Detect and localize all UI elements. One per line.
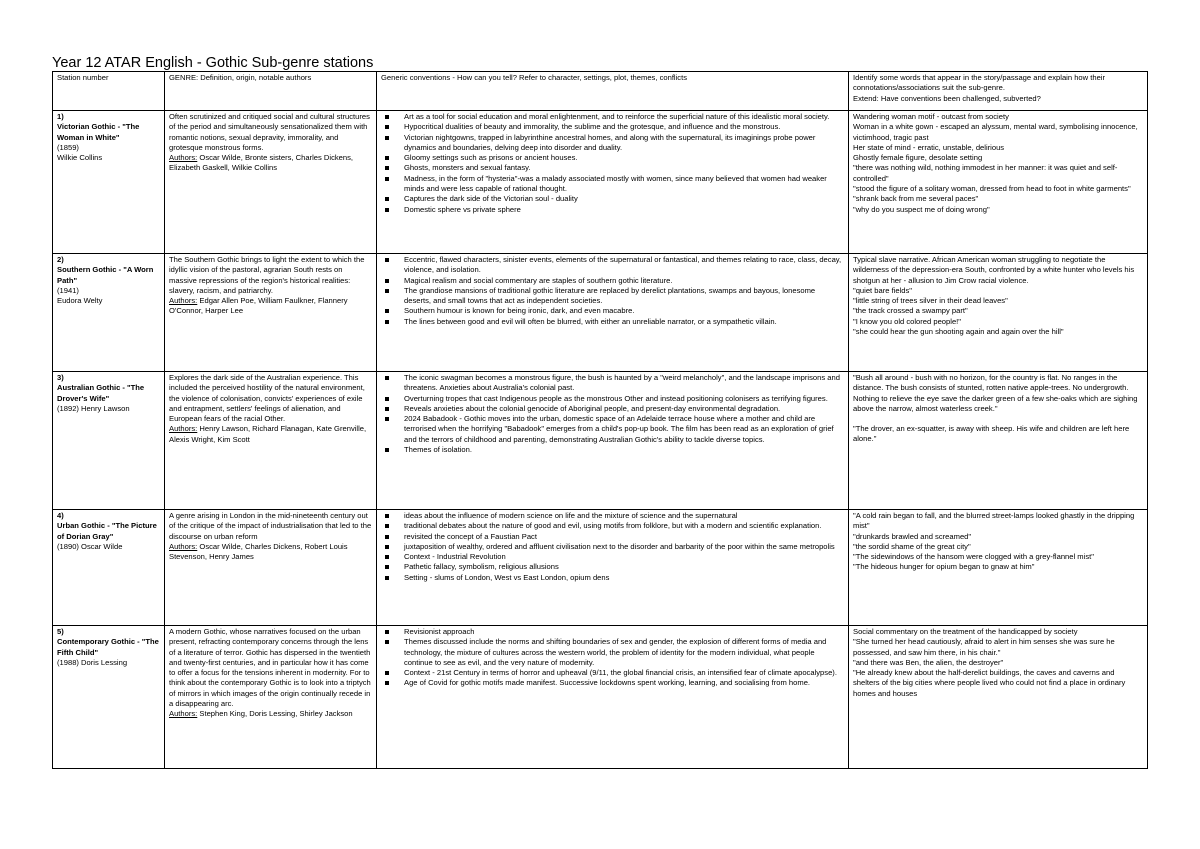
station-name: Contemporary Gothic - "The Fifth Child" xyxy=(57,637,159,657)
list-item: Reveals anxieties about the colonial genocide of Aboriginal people, and present-day environmental degradation. xyxy=(381,404,844,414)
conventions-cell xyxy=(377,626,849,769)
table-row xyxy=(53,510,1148,626)
genre-cell xyxy=(165,626,377,769)
list-item: Domestic sphere vs private sphere xyxy=(381,205,844,215)
list-item: Southern humour is known for being ironic, dark, and even macabre. xyxy=(381,306,844,316)
gothic-stations-table xyxy=(52,71,1148,769)
word-line: "Bush all around - bush with no horizon, for the country is flat. No ranges in the distance. The bush consists of stunted, rotten native apple-trees. No undergrowth. Nothing to relieve the eye save the darker green of a few she-oaks which are sighing above the narrow, almost waterless creek." xyxy=(853,373,1138,413)
station-number: 4) xyxy=(57,511,64,520)
word-line: "there was nothing wild, nothing immodest in her manner: it was quiet and self-controlled" xyxy=(853,163,1118,183)
list-item: Overturning tropes that cast Indigenous people as the monstrous Other and instead positioning colonisers as terrifying figures. xyxy=(381,394,844,404)
station-author: Wilkie Collins xyxy=(57,153,103,163)
station-cell xyxy=(53,510,165,626)
authors-label: Authors: xyxy=(169,153,198,163)
list-item: 2024 Babadook - Gothic moves into the urban, domestic space of an Adelaide terrace house where a mother and child are terrorised when the horrifying "Babadook" emerges from a child's pop-up book. The film has been read as an exploration of grief and the terrors of childhood and parenting, demonstrating Australian Gothic's ability to tackle diverse topics. xyxy=(381,414,844,445)
genre-cell xyxy=(165,111,377,254)
word-line: "and there was Ben, the alien, the destroyer" xyxy=(853,657,1004,667)
word-line: "A cold rain began to fall, and the blurred street-lamps looked ghastly in the dripping mist" xyxy=(853,511,1135,531)
genre-cell xyxy=(165,372,377,510)
station-cell xyxy=(53,254,165,372)
word-line: Woman in a white gown - escaped an alyssum, mental ward, symbolising innocence, victimhood, tragic past xyxy=(853,122,1138,142)
word-line: "why do you suspect me of doing wrong" xyxy=(853,204,990,214)
genre-definition: A modern Gothic, whose narratives focused on the urban present, refracting contemporary concerns through the lens of a literature of terror. Gothic has dispersed in the twentieth and twenty-first centuries, and in particular how it has come to offer a focus for the tensions inherent in modernity. For to think about the contemporary Gothic is to look into a triptych of mirrors in which images of the origin continually recede in a disappearing arc. xyxy=(169,627,371,709)
list-item: Revisionist approach xyxy=(381,627,844,637)
list-item: The iconic swagman becomes a monstrous figure, the bush is haunted by a "weird melancholy", and the landscape imprisons and threatens. Anxieties about Australia's colonial past. xyxy=(381,373,844,394)
list-item: Themes of isolation. xyxy=(381,445,844,455)
header-words xyxy=(849,72,1148,111)
document-title: Year 12 ATAR English - Gothic Sub-genre stations xyxy=(52,55,374,71)
list-item: Ghosts, monsters and sexual fantasy. xyxy=(381,163,844,173)
list-item: The grandiose mansions of traditional gothic literature are replaced by derelict plantations, swamps and bayous, lonesome deserts, and small towns that act as independent societies. xyxy=(381,286,844,307)
list-item: ideas about the influence of modern science on life and the mixture of science and the supernatural xyxy=(381,511,844,521)
station-cell xyxy=(53,372,165,510)
header-genre: GENRE: Definition, origin, notable authors xyxy=(165,72,377,111)
table-row xyxy=(53,372,1148,510)
list-item: Age of Covid for gothic motifs made manifest. Successive lockdowns spent working, learning, and socialising from home. xyxy=(381,678,844,688)
table-row xyxy=(53,254,1148,372)
list-item: Victorian nightgowns, trapped in labyrinthine ancestral homes, and along with the supernatural, its imaginings probe power dynamics and boundaries, delving deep into disorder and duality. xyxy=(381,133,844,154)
station-cell xyxy=(53,111,165,254)
genre-definition: The Southern Gothic brings to light the extent to which the idyllic vision of the pastoral, agrarian South rests on massive repressions of the region's historical realities: slavery, racism, and patriarchy. xyxy=(169,255,365,295)
conventions-cell xyxy=(377,372,849,510)
header-conventions: Generic conventions - How can you tell? Refer to character, settings, plot, themes, conflicts xyxy=(377,72,849,111)
header-words-line-1: Identify some words that appear in the story/passage and explain how their connotations/associations suit the sub-genre. xyxy=(853,73,1106,93)
authors-list: Stephen King, Doris Lessing, Shirley Jackson xyxy=(199,709,353,719)
station-detail: (1890) Oscar Wilde xyxy=(57,541,123,551)
words-cell xyxy=(849,254,1148,372)
word-line: "He already knew about the half-derelict buildings, the caves and caverns and shelters of the big cities where people lived who could not find a place in ordinary homes and houses xyxy=(853,668,1126,698)
authors-list: Oscar Wilde, Charles Dickens, Robert Louis Stevenson, Henry James xyxy=(169,541,348,562)
list-item: The lines between good and evil will often be blurred, with either an unreliable narrator, or a sympathetic villain. xyxy=(381,317,844,327)
word-line: "I know you old colored people!" xyxy=(853,316,961,326)
list-item: revisited the concept of a Faustian Pact xyxy=(381,532,844,542)
station-name: Southern Gothic - "A Worn Path" xyxy=(57,265,154,285)
authors-list: Henry Lawson, Richard Flanagan, Kate Grenville, Alexis Wright, Kim Scott xyxy=(169,424,367,444)
words-cell xyxy=(849,111,1148,254)
word-line: Wandering woman motif - outcast from society xyxy=(853,112,1009,121)
list-item: Captures the dark side of the Victorian soul - duality xyxy=(381,194,844,204)
station-detail: (1892) Henry Lawson xyxy=(57,403,130,413)
words-cell xyxy=(849,372,1148,510)
header-words-line-2: Extend: Have conventions been challenged, subverted? xyxy=(853,93,1041,103)
station-name: Australian Gothic - "The Drover's Wife" xyxy=(57,383,145,403)
station-cell xyxy=(53,626,165,769)
conventions-cell xyxy=(377,254,849,372)
list-item: Context - 21st Century in terms of horror and upheaval (9/11, the global financial crisis, an intensified fear of climate apocalypse). xyxy=(381,668,844,678)
list-item: Gloomy settings such as prisons or ancient houses. xyxy=(381,153,844,163)
authors-list: Oscar Wilde, Bronte sisters, Charles Dickens, Elizabeth Gaskell, Wilkie Collins xyxy=(169,153,354,173)
station-detail: (1988) Doris Lessing xyxy=(57,657,128,667)
list-item: Madness, in the form of "hysteria"-was a malady associated mostly with women, since many believed that women had weaker minds and were less capable of rational thought. xyxy=(381,174,844,195)
list-item: traditional debates about the nature of good and evil, using motifs from folklore, but with a modern and scientific explanation. xyxy=(381,521,844,531)
word-line: Her state of mind - erratic, unstable, delirious xyxy=(853,142,1005,152)
list-item: juxtaposition of wealthy, ordered and affluent civilisation next to the disorder and barbarity of the poor within the same metropolis xyxy=(381,542,844,552)
genre-cell xyxy=(165,510,377,626)
list-item: Art as a tool for social education and moral enlightenment, and to reinforce the superficial nature of this idealistic moral society. xyxy=(381,112,844,122)
station-detail: (1941) xyxy=(57,285,79,295)
table-row xyxy=(53,626,1148,769)
word-line: "drunkards brawled and screamed" xyxy=(853,531,972,541)
station-name: Urban Gothic - "The Picture of Dorian Gray" xyxy=(57,521,157,541)
words-cell xyxy=(849,510,1148,626)
station-number: 3) xyxy=(57,373,64,382)
authors-list: Edgar Allen Poe, William Faulkner, Flannery O'Connor, Harper Lee xyxy=(169,296,348,316)
list-item: Magical realism and social commentary are staples of southern gothic literature. xyxy=(381,276,844,286)
word-line: "She turned her head cautiously, afraid to alert in him senses she was sure he possessed, and saw him there, in his chair." xyxy=(853,637,1115,657)
list-item: Setting - slums of London, West vs East London, opium dens xyxy=(381,573,844,583)
list-item: Hypocritical dualities of beauty and immorality, the sublime and the grotesque, and influence and the monstrous. xyxy=(381,122,844,132)
word-line: "the track crossed a swampy part" xyxy=(853,306,968,316)
word-line: "quiet bare fields" xyxy=(853,285,913,295)
station-number: 5) xyxy=(57,627,64,636)
genre-cell xyxy=(165,254,377,372)
genre-definition: A genre arising in London in the mid-nineteenth century out of the critique of the impact of industrialisation that led to the discourse on urban reform xyxy=(169,511,372,541)
word-line: "shrank back from me several paces" xyxy=(853,194,979,204)
station-number: 2) xyxy=(57,255,64,264)
header-station-number: Station number xyxy=(53,72,165,111)
list-item: Pathetic fallacy, symbolism, religious allusions xyxy=(381,562,844,572)
list-item: Context - Industrial Revolution xyxy=(381,552,844,562)
list-item: Themes discussed include the norms and shifting boundaries of sex and gender, the explosion of different forms of media and technology, the mixture of cultures across the western world, the problem of identity for the modern individual, what people continue to see as evil, and the very nature of modernity. xyxy=(381,637,844,668)
genre-definition: Explores the dark side of the Australian experience. This included the perceived hostility of the natural environment, the violence of colonisation, convicts' experiences of exile and entrapment, settlers' feelings of alienation, and European fears of the racial Other. xyxy=(169,373,365,424)
list-item: Eccentric, flawed characters, sinister events, elements of the supernatural or fantastical, and themes relating to race, class, decay, violence, and isolation. xyxy=(381,255,844,276)
authors-label: Authors: xyxy=(169,296,198,306)
word-line: "stood the figure of a solitary woman, dressed from head to foot in white garments" xyxy=(853,184,1131,194)
word-line: "the sordid shame of the great city" xyxy=(853,541,971,551)
word-line: "The drover, an ex-squatter, is away with sheep. His wife and children are left here alone." xyxy=(853,424,1130,444)
table-row xyxy=(53,111,1148,254)
words-cell xyxy=(849,626,1148,769)
authors-label: Authors: xyxy=(169,424,198,434)
authors-label: Authors: xyxy=(169,709,198,719)
station-detail: (1859) xyxy=(57,142,79,152)
word-line: "she could hear the gun shooting again and again over the hill" xyxy=(853,327,1064,337)
word-line: "little string of trees silver in their dead leaves" xyxy=(853,296,1008,306)
conventions-cell xyxy=(377,510,849,626)
word-line: "The hideous hunger for opium began to gnaw at him" xyxy=(853,562,1035,572)
word-line: "The sidewindows of the hansom were clogged with a grey-flannel mist" xyxy=(853,552,1094,562)
genre-definition: Often scrutinized and critiqued social and cultural structures of the period and simultaneously sensationalized them with romantic notions, sexual depravity, immorality, and grotesque monstrous forms. xyxy=(169,112,370,152)
conventions-cell xyxy=(377,111,849,254)
station-name: Victorian Gothic - "The Woman in White" xyxy=(57,122,140,142)
spacer xyxy=(853,414,1143,424)
authors-label: Authors: xyxy=(169,541,198,551)
station-author: Eudora Welty xyxy=(57,296,103,306)
word-line: Ghostly female figure, desolate setting xyxy=(853,153,983,163)
word-line: Social commentary on the treatment of the handicapped by society xyxy=(853,627,1078,636)
station-number: 1) xyxy=(57,112,64,121)
table-header-row xyxy=(53,72,1148,111)
word-line: Typical slave narrative. African American woman struggling to negotiate the wilderness of the depression-era South, confronted by a white hunter who levels his shotgun at her - allusion to Jim Crow racial violence. xyxy=(853,255,1135,285)
